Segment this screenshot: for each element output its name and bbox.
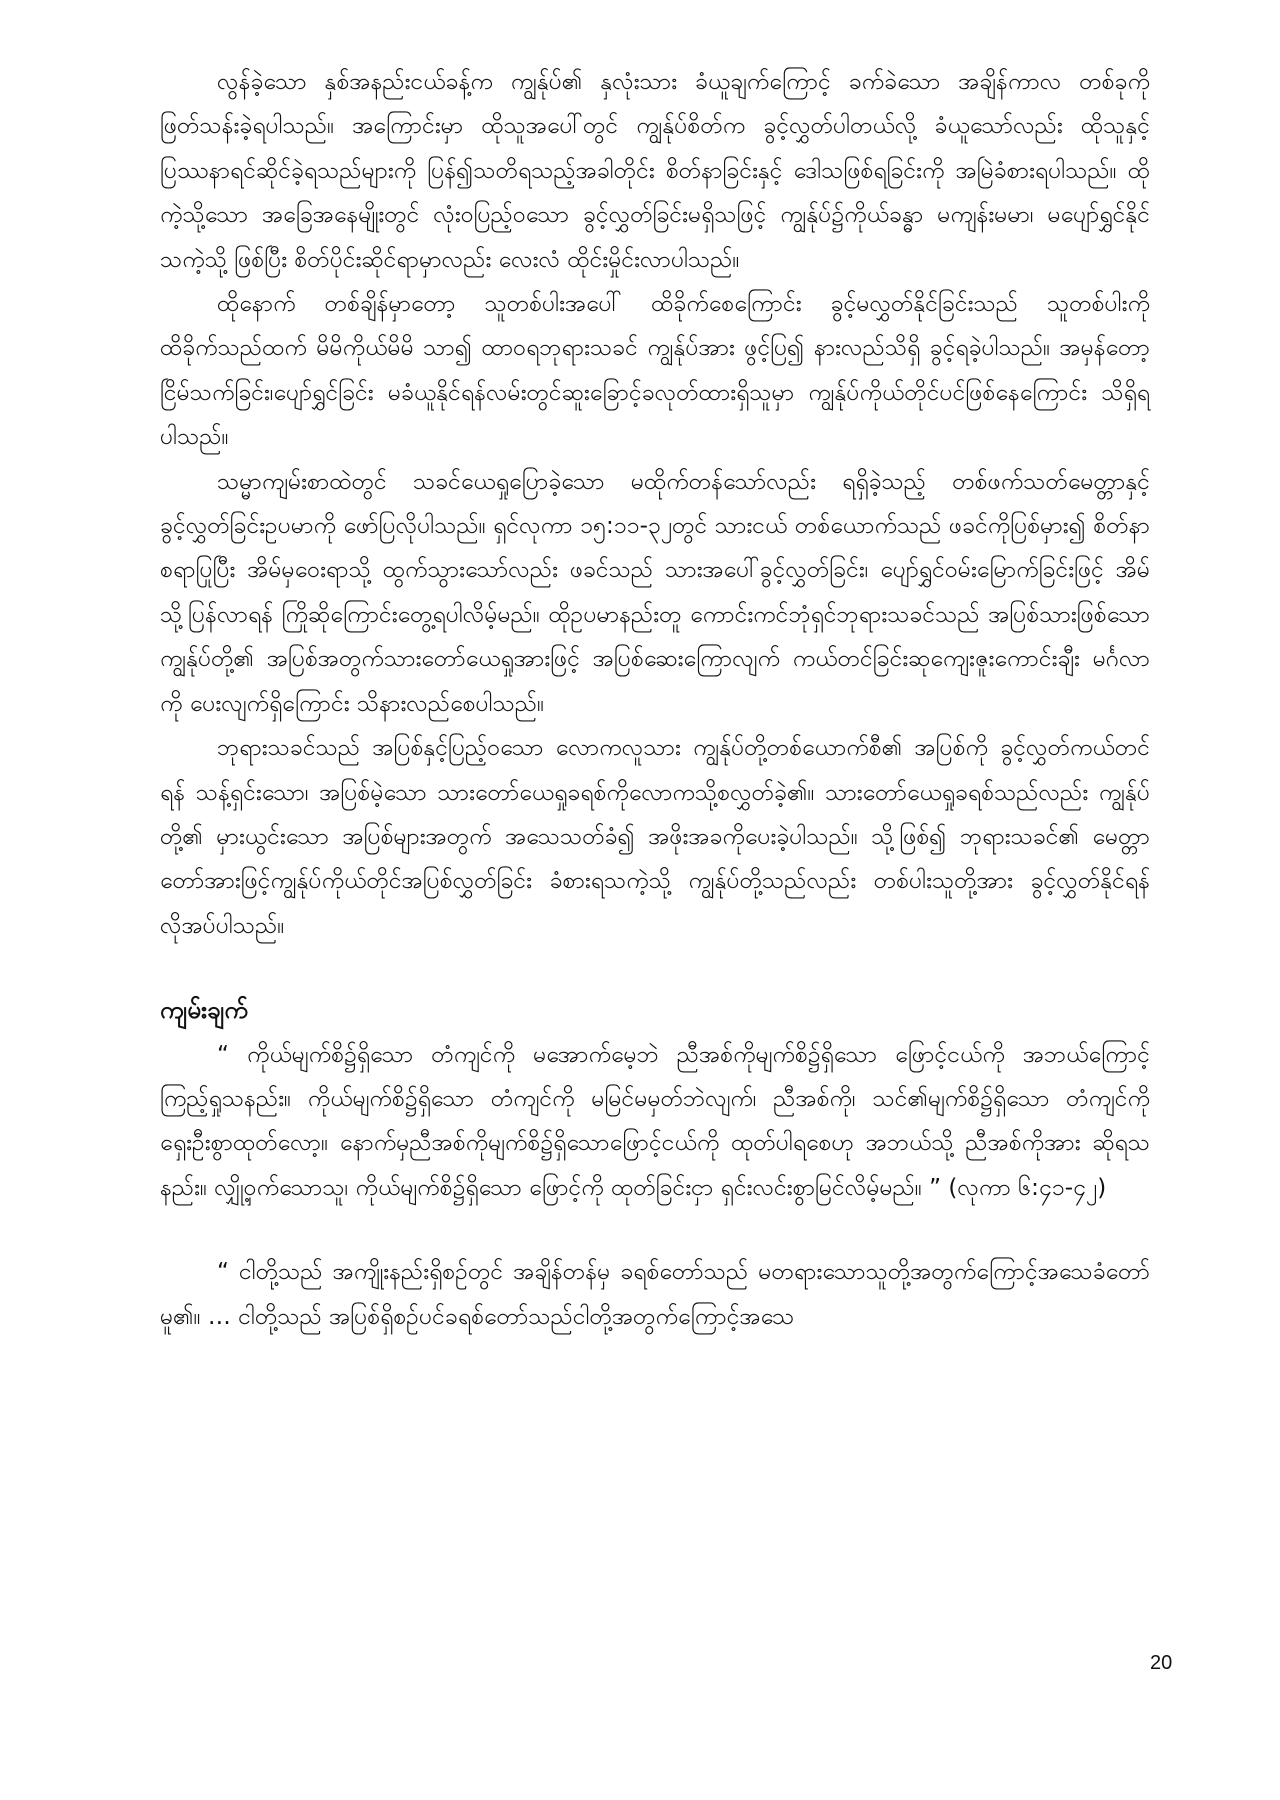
document-page <box>160 60 1150 1339</box>
body-paragraph: ဘုရားသခင်သည် အပြစ်နှင့်ပြည့်ဝသော လောကလူသား ကျွန်ုပ်တို့တစ်ယောက်စီ၏ အပြစ်ကို ခွင့်လွှတ်ကယ်တင်ရန် သန့်ရှင်းသော၊ အပြစ်မဲ့သော သားတော်ယေရှုခရစ်ကိုလောကသို့စလွှတ်ခဲ့၏။ သားတော်ယေရှုခရစ်သည်လည်း ကျွန်ုပ်တို့၏ မှားယွင်းသော အပြစ်များအတွက် အသေသတ်ခံ၍ အဖိုးအခကိုပေးခဲ့ပါသည်။ သို့ဖြစ်၍ ဘုရားသခင်၏ မေတ္တာတော်အားဖြင့်ကျွန်ုပ်ကိုယ်တိုင်အပြစ်လွှတ်ခြင်း ခံစားရသကဲ့သို့ ကျွန်ုပ်တို့သည်လည်း တစ်ပါးသူတို့အား ခွင့်လွှတ်နိုင်ရန် လိုအပ်ပါသည်။ <box>160 735 1150 939</box>
scripture-quote: “ ငါတို့သည် အကျိုးနည်းရှိစဉ်တွင် အချိန်တန်မှ ခရစ်တော်သည် မတရားသောသူတို့အတွက်ကြောင့်အသေခံတော်မူ၏။ … ငါတို့သည် အပြစ်ရှိစဉ်ပင်ခရစ်တော်သည်ငါတို့အတွက်ကြောင့်အသေ <box>160 1259 1150 1330</box>
body-paragraph: ထိုနောက် တစ်ချိန်မှာတော့ သူတစ်ပါးအပေါ် ထိခိုက်စေကြောင်း ခွင့်မလွှတ်နိုင်ခြင်းသည် သူတစ်ပါးကို ထိခိုက်သည်ထက် မိမိကိုယ်မိမိ သာ၍ ထာဝရဘုရားသခင် ကျွန်ုပ်အား ဖွင့်ပြ၍ နားလည်သိရှိ ခွင့်ရခဲ့ပါသည်။ အမှန်တော့ ငြိမ်သက်ခြင်း၊ပျော်ရွှင်ခြင်း မခံယူနိုင်ရန်လမ်းတွင်ဆူးခြောင့်ခလုတ်ထားရှိသူမှာ ကျွန်ုပ်ကိုယ်တိုင်ပင်ဖြစ်နေကြောင်း သိရှိရပါသည်။ <box>160 291 1150 451</box>
scripture-quote: “ ကိုယ်မျက်စိ၌ရှိသော တံကျင်ကို မအောက်မေ့ဘဲ ညီအစ်ကိုမျက်စိ၌ရှိသော ဖြောင့်ငယ်ကို အဘယ်ကြောင့် ကြည့်ရှုသနည်း။ ကိုယ်မျက်စိ၌ရှိသော တံကျင်ကို မမြင်မမှတ်ဘဲလျက်၊ ညီအစ်ကို၊ သင်၏မျက်စိ၌ရှိသော တံကျင်ကိုရှေးဦးစွာထုတ်လော့။ နောက်မှညီအစ်ကိုမျက်စိ၌ရှိသောဖြောင့်ငယ်ကို ထုတ်ပါရစေဟု အဘယ်သို့ ညီအစ်ကိုအား ဆိုရသနည်း။ လျှို့ဝှက်သောသူ၊ ကိုယ်မျက်စိ၌ရှိသော ဖြောင့်ကို ထုတ်ခြင်းငှာ ရှင်းလင်းစွာမြင်လိမ့်မည်။ ” (လုကာ ၆:၄၁-၄၂) <box>160 1041 1150 1201</box>
section-spacer <box>160 948 1150 988</box>
section-heading: ကျမ်းချက် <box>160 996 248 1025</box>
body-paragraph: လွန်ခဲ့သော နှစ်အနည်းငယ်ခန့်က ကျွန်ုပ်၏ နှလုံးသား ခံယူချက်ကြောင့် ခက်ခဲသော အချိန်ကာလ တစ်ခုကို ဖြတ်သန်းခဲ့ရပါသည်။ အကြောင်းမှာ ထိုသူအပေါ်တွင် ကျွန်ုပ်စိတ်က ခွင့်လွှတ်ပါတယ်လို့ ခံယူသော်လည်း ထိုသူနှင့် ပြဿနာရင်ဆိုင်ခဲ့ရသည်များကို ပြန်၍သတိရသည့်အခါတိုင်း စိတ်နာခြင်းနှင့် ဒေါသဖြစ်ရခြင်းကို အမြဲခံစားရပါသည်။ ထိုကဲ့သို့သော အခြေအနေမျိုးတွင် လုံးဝပြည့်ဝသော ခွင့်လွှတ်ခြင်းမရှိသဖြင့် ကျွန်ုပ်၌ကိုယ်ခန္ဓာ မကျန်းမမာ၊ မပျော်ရွှင်နိုင်သကဲ့သို့ ဖြစ်ပြီး စိတ်ပိုင်းဆိုင်ရာမှာလည်း လေးလံ ထိုင်းမှိုင်းလာပါသည်။ <box>160 69 1150 273</box>
body-paragraph: သမ္မာကျမ်းစာထဲတွင် သခင်ယေရှုပြောခဲ့သော မထိုက်တန်သော်လည်း ရရှိခဲ့သည့် တစ်ဖက်သတ်မေတ္တာနှင့် ခွင့်လွှတ်ခြင်းဥပမာကို ဖော်ပြလိုပါသည်။ ရှင်လုကာ ၁၅:၁၁-၃၂တွင် သားငယ် တစ်ယောက်သည် ဖခင်ကိုပြစ်မှား၍ စိတ်နာစရာပြုပြီး အိမ်မှဝေးရာသို့ ထွက်သွားသော်လည်း ဖခင်သည် သားအပေါ်ခွင့်လွှတ်ခြင်း၊ ပျော်ရွှင်ဝမ်းမြောက်ခြင်းဖြင့် အိမ်သို့ပြန်လာရန် ကြိုဆိုကြောင်းတွေ့ရပါလိမ့်မည်။ ထိုဥပမာနည်းတူ ကောင်းကင်ဘုံရှင်ဘုရားသခင်သည် အပြစ်သားဖြစ်သော ကျွန်ုပ်တို့၏ အပြစ်အတွက်သားတော်ယေရှုအားဖြင့် အပြစ်ဆေးကြောလျက် ကယ်တင်ခြင်းဆုကျေးဇူးကောင်းချီး မင်္ဂလာကို ပေးလျက်ရှိကြောင်း သိနားလည်စေပါသည်။ <box>160 468 1150 717</box>
section-spacer <box>160 1210 1150 1250</box>
page-number: 20 <box>1150 1652 1173 1674</box>
